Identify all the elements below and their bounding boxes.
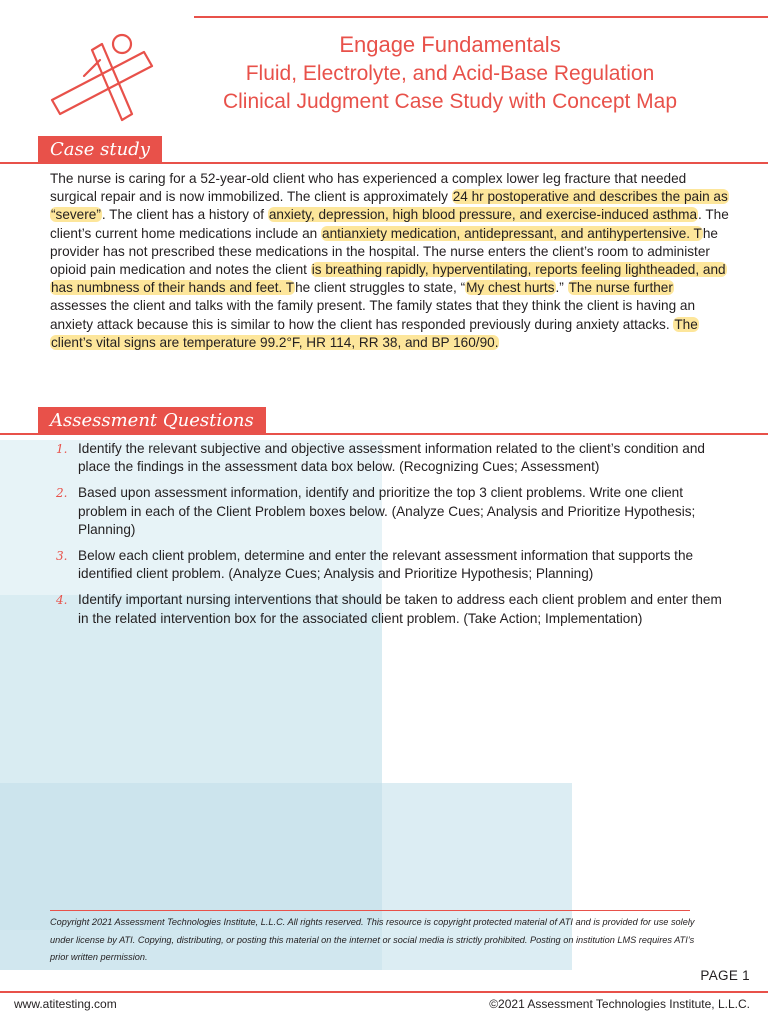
case-text-segment: . The client’s current home medications include an	[50, 207, 729, 241]
list-item	[50, 440, 730, 476]
case-text-segment: . The client has a history of	[101, 207, 268, 223]
copyright-notice: Copyright 2021 Assessment Technologies Institute, L.L.C. All rights reserved. This resource is copyright protected material of ATI and is provided for use solely under license by ATI. Copying, distributing, or posting this material on the internet or social media is strictly prohibited. Posting on institution LMS requires ATI’s prior written permission.	[50, 917, 695, 962]
highlighted-text: is breathing rapidly, hyperventilating, reports feeling lightheaded, and has numbness of their hands and feet. T	[51, 262, 726, 296]
case-text-segment: .”	[555, 280, 568, 296]
question-text: Identify the relevant subjective and objective assessment information related to the client’s condition and place the findings in the assessment data box below. (Recognizing Cues; Assessment)	[78, 441, 705, 475]
list-item	[50, 591, 730, 627]
question-number: 1.	[56, 442, 68, 456]
question-text: Based upon assessment information, identify and prioritize the top 3 client problems. Write one client problem in each of the Client Problem boxes below. (Analyze Cues; Analysis and Prioritize Hypothesis; Planning)	[78, 485, 696, 537]
highlighted-text: My chest hurts	[466, 280, 555, 296]
question-number: 2.	[56, 486, 68, 501]
company-copyright: ©2021 Assessment Technologies Institute, L.L.C.	[489, 997, 750, 1011]
brand-title: Engage Fundamentals	[339, 32, 561, 57]
website-link[interactable]: www.atitesting.com	[14, 997, 117, 1011]
case-study-heading: Case study	[38, 136, 162, 164]
question-number: 3.	[56, 549, 68, 564]
question-number: 4.	[56, 593, 68, 608]
case-study-text	[50, 170, 730, 352]
page-number: PAGE 1	[700, 968, 750, 983]
assessment-question-list	[50, 440, 730, 636]
list-item	[50, 547, 730, 583]
page-subtitle: Fluid, Electrolyte, and Acid-Base Regulation	[245, 62, 655, 85]
assessment-questions-heading: Assessment Questions	[38, 407, 266, 435]
highlighted-text: The client’s vital signs are temperature 99.2°F, HR 114, RR 38, and BP 160/90.	[51, 316, 698, 350]
page-subtitle: Clinical Judgment Case Study with Concept Map	[222, 90, 678, 113]
highlighted-text: The nurse further	[568, 280, 673, 296]
highlighted-text: 24 hr postoperative and describes the pain as “severe”	[51, 189, 728, 223]
question-text: Below each client problem, determine and enter the relevant assessment information that supports the identified client problem. (Analyze Cues; Analysis and Prioritize Hypothesis; Planning)	[78, 548, 694, 582]
case-text-segment: he provider has not prescribed these medications in the hospital. The nurse enters the client’s room to administer opioid pain medication and notes the client	[50, 225, 718, 278]
case-text-segment: The nurse is caring for a 52-year-old client who has experienced a complex lower leg fracture that needed surgical repair and is now immobilized. The client is approximately	[50, 171, 687, 205]
list-item	[50, 484, 730, 539]
highlighted-text: anxiety, depression, high blood pressure, and exercise-induced asthma	[268, 207, 698, 223]
copyright-rule	[50, 910, 690, 911]
footer-rule	[0, 991, 768, 993]
case-text-segment: assesses the client and talks with the family present. The family states that they think the client is having an anxiety attack because this is similar to how the client has responded previously during anxiety attacks.	[50, 298, 696, 332]
ati-figure-logo-icon	[44, 30, 164, 126]
header-rule	[194, 16, 768, 18]
case-text-segment: he client struggles to state, “	[295, 280, 466, 296]
question-text: Identify important nursing interventions that should be taken to address each client problem and enter them in the related intervention box for the associated client problem. (Take Action; Implementation)	[78, 592, 722, 626]
highlighted-text: antianxiety medication, antidepressant, and antihypertensive. T	[322, 225, 702, 241]
